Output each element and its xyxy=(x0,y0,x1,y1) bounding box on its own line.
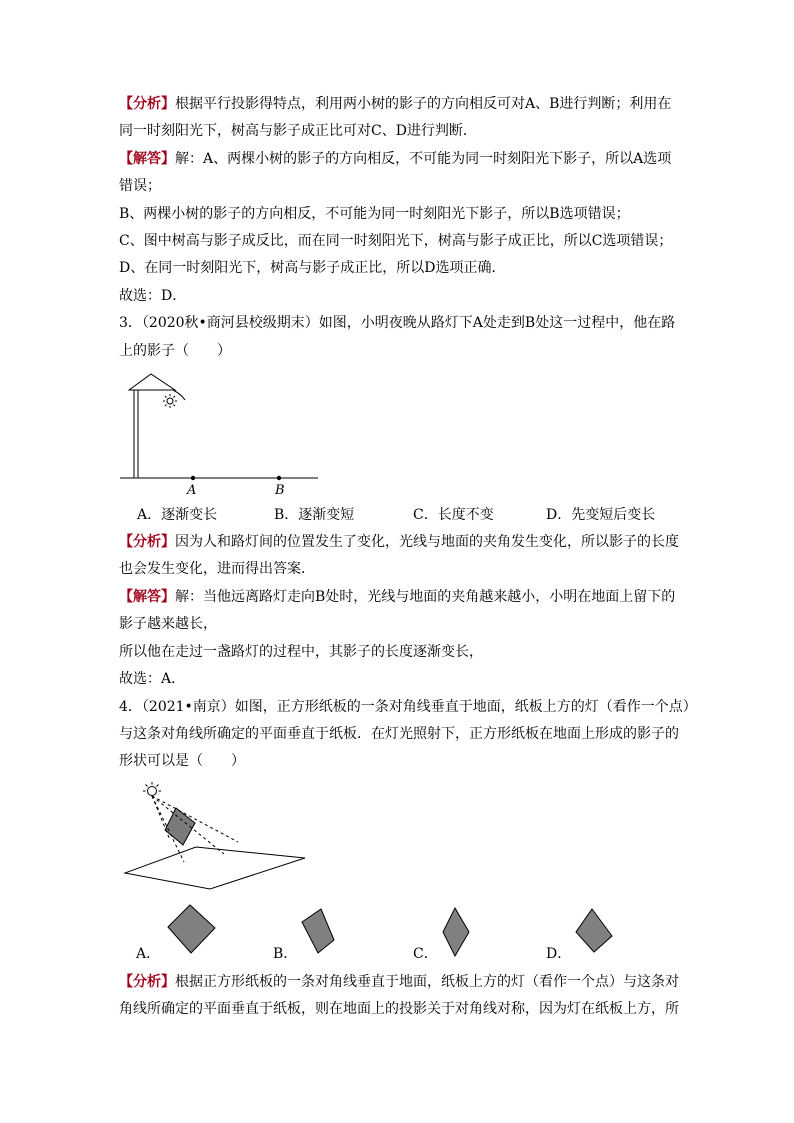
q4-line3: 形状可以是（ ） xyxy=(119,753,245,769)
q3-option-a: A．逐渐变长 xyxy=(137,507,218,523)
lamp-sun-icon xyxy=(143,782,161,796)
lamp-bulb-icon xyxy=(163,394,177,408)
analysis1-line1: 【分析】根据平行投影得特点，利用两小树的影子的方向相反可对A、B进行判断；利用在 xyxy=(119,96,672,112)
answer-tag: 【解答】 xyxy=(119,589,175,605)
q4-line1: 4．（2021•南京）如图，正方形纸板的一条对角线垂直于地面，纸板上方的灯（看作一个点） xyxy=(119,699,697,715)
q3-line1: 3．（2020秋•商河县校级期末）如图，小明夜晚从路灯下A处走到B处这一过程中，他在路 xyxy=(119,315,676,331)
analysis4-line1: 【分析】根据正方形纸板的一条对角线垂直于地面，纸板上方的灯（看作一个点）与这条对 xyxy=(119,974,679,990)
point-b-marker xyxy=(277,476,281,480)
answer1-line5: D、在同一时刻阳光下，树高与影子成正比，所以D选项正确． xyxy=(119,260,506,276)
q4-option-label-d: D． xyxy=(546,946,572,962)
lamp-pole xyxy=(134,390,138,478)
analysis-tag: 【分析】 xyxy=(119,534,175,550)
q3-option-b: B．逐渐变短 xyxy=(274,507,355,523)
q4-option-label-a: A． xyxy=(136,946,161,962)
answer1-line2: 错误； xyxy=(119,178,161,194)
answer3-line2: 影子越来越长， xyxy=(119,616,217,632)
point-a-marker xyxy=(191,476,195,480)
analysis1-line2: 同一时刻阳光下，树高与影子成正比可对C、D进行判断． xyxy=(119,123,477,139)
answer3-line1: 【解答】解：当他远离路灯走向B处时，光线与地面的夹角越来越小，小明在地面上留下的 xyxy=(119,589,676,605)
answer-tag: 【解答】 xyxy=(119,151,175,167)
lamp-hood xyxy=(129,374,175,390)
q3-option-d: D．先变短后变长 xyxy=(546,507,656,523)
q4-option-label-b: B． xyxy=(273,946,298,962)
analysis-tag: 【分析】 xyxy=(119,96,175,112)
q3-line2: 上的影子（ ） xyxy=(119,343,231,359)
q4-shape-c xyxy=(437,904,477,959)
analysis3-line1: 【分析】因为人和路灯间的位置发生了变化，光线与地面的夹角发生变化，所以影子的长度 xyxy=(119,534,679,550)
analysis4-line2: 角线所确定的平面垂直于纸板，则在地面上的投影关于对角线对称，因为灯在纸板上方，所 xyxy=(119,1001,679,1017)
answer3-line3: 所以他在走过一盏路灯的过程中，其影子的长度逐渐变长， xyxy=(119,644,483,660)
q4-line2: 与这条对角线所确定的平面垂直于纸板．在灯光照射下，正方形纸板在地面上形成的影子的 xyxy=(119,726,679,742)
q4-shape-d xyxy=(570,904,620,959)
q4-option-label-c: C． xyxy=(413,946,438,962)
answer1-line1: 【解答】解：A、两棵小树的影子的方向相反，不可能为同一时刻阳光下影子，所以A选项 xyxy=(119,151,672,167)
answer1-line4: C、图中树高与影子成反比，而在同一时刻阳光下，树高与影子成正比，所以C选项错误； xyxy=(119,233,673,249)
answer1-line3: B、两棵小树的影子的方向相反，不可能为同一时刻阳光下影子，所以B选项错误； xyxy=(119,206,630,222)
answer1-choice: 故选：D． xyxy=(119,288,187,304)
analysis3-line2: 也会发生变化，进而得出答案． xyxy=(119,561,315,577)
streetlight-diagram xyxy=(115,370,325,500)
q4-shape-a xyxy=(160,900,220,960)
analysis-tag: 【分析】 xyxy=(119,974,175,990)
ground-plane xyxy=(125,847,305,889)
lamp-square-diagram xyxy=(120,780,320,895)
point-a-label: A xyxy=(187,483,197,498)
answer3-choice: 故选：A． xyxy=(119,671,186,687)
q4-shape-b xyxy=(297,904,342,959)
point-b-label: B xyxy=(275,483,285,498)
q3-option-c: C．长度不变 xyxy=(413,507,494,523)
